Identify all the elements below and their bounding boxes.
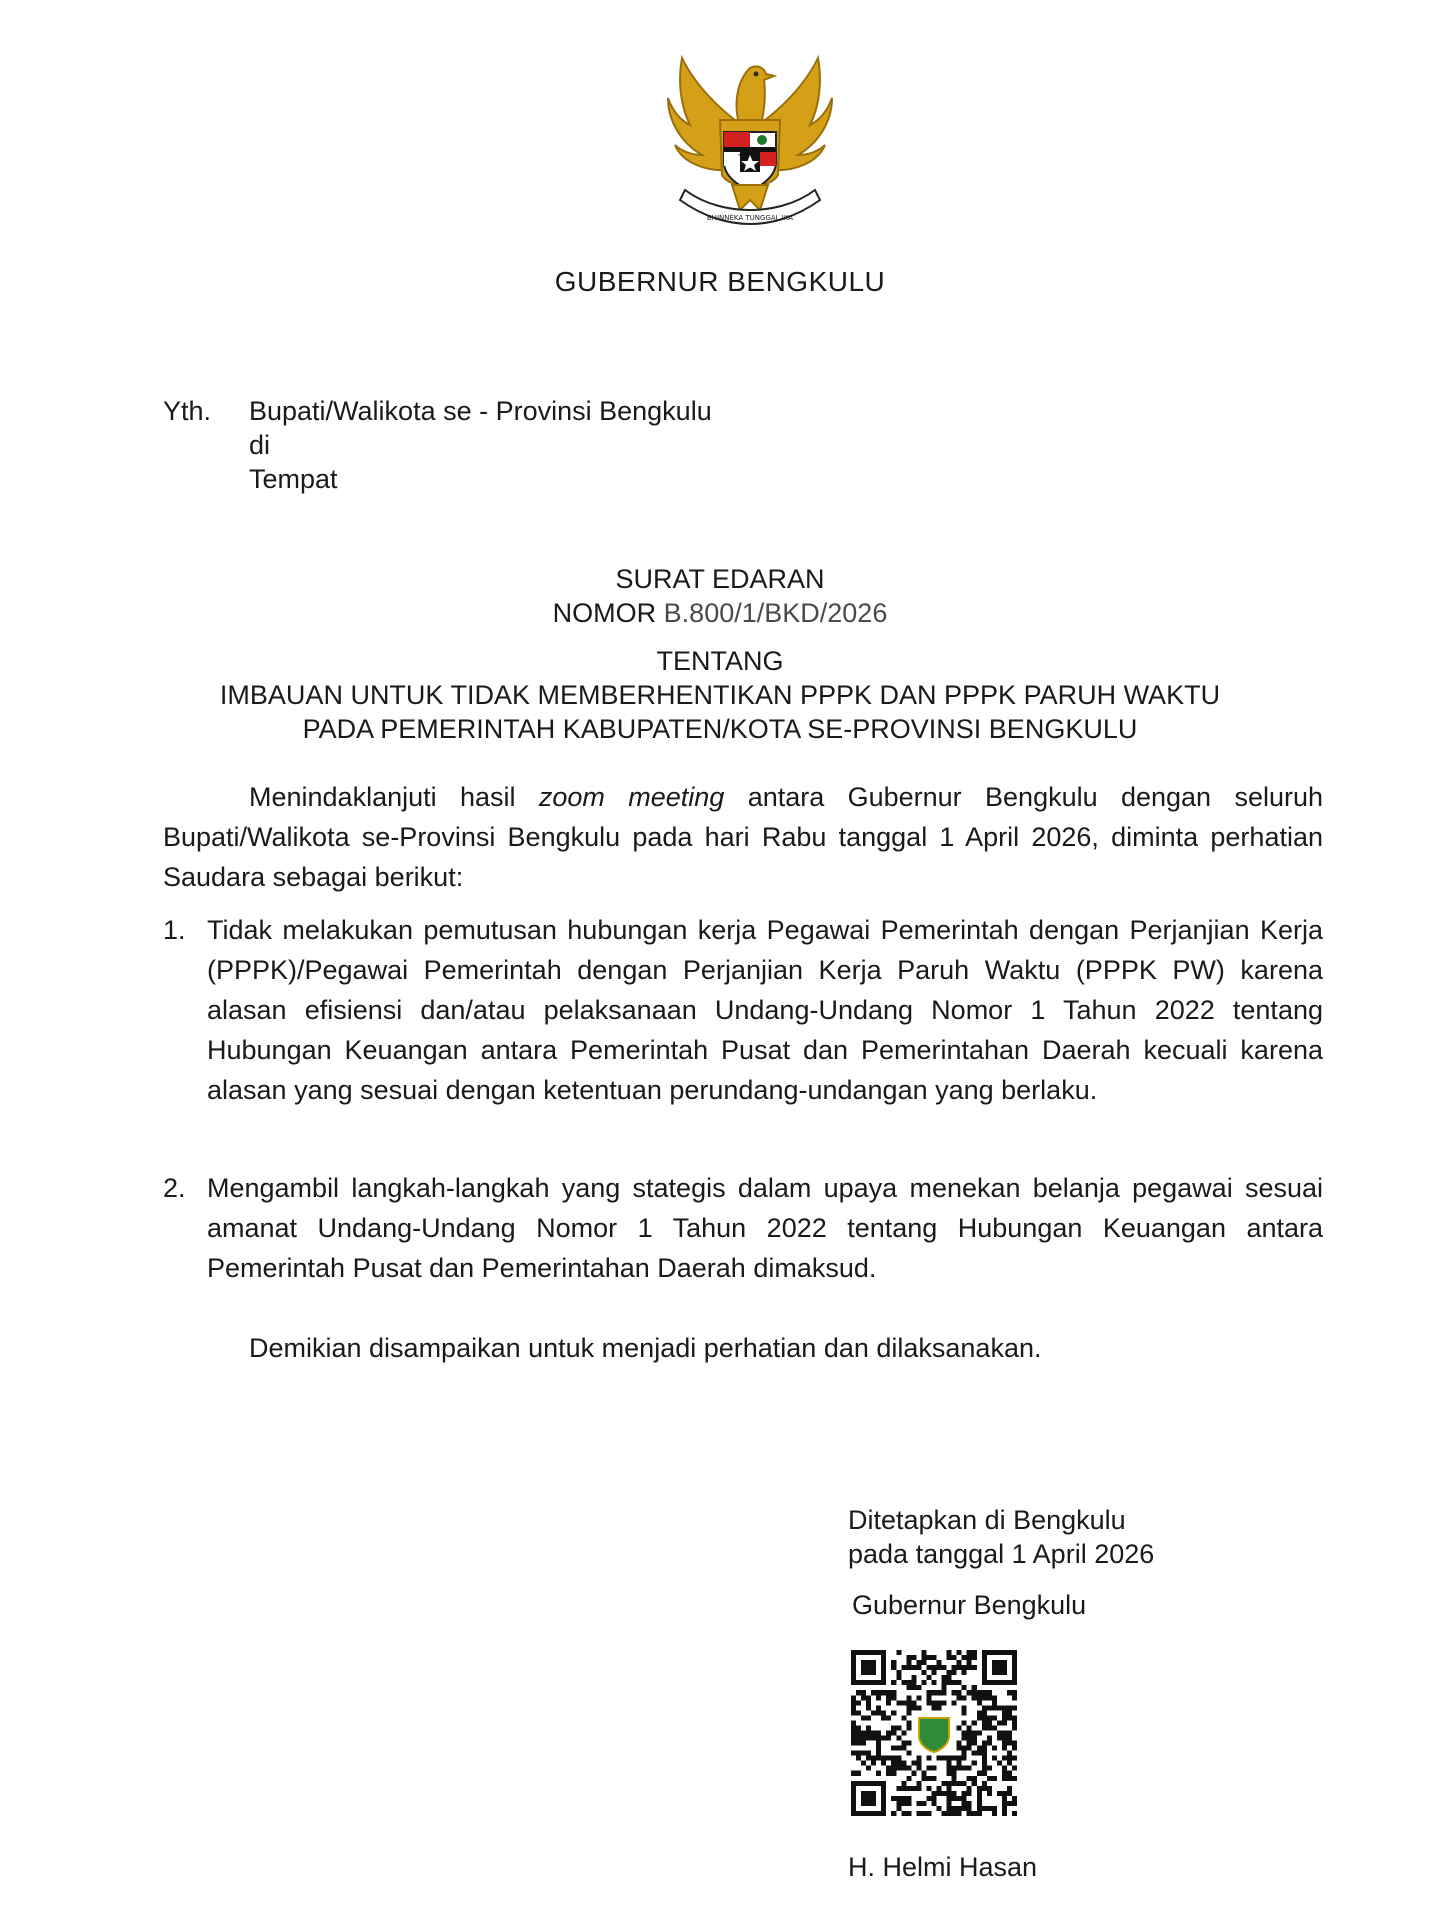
garuda-emblem-icon xyxy=(650,50,850,235)
closing-paragraph: Demikian disampaikan untuk menjadi perhatian dan dilaksanakan. xyxy=(249,1333,1042,1363)
letter-number xyxy=(0,596,1440,630)
list-item-number: 1. xyxy=(163,915,186,945)
subject-about: TENTANG xyxy=(656,646,784,676)
letter-heading xyxy=(0,562,1440,630)
intro-before: Menindaklanjuti hasil xyxy=(249,782,539,812)
list-item-text: Mengambil langkah-langkah yang stategis dalam upaya menekan belanja pegawai sesuai amanat Undang-Undang Nomor 1 Tahun 2022 tentang Hubungan Keuangan antara Pemerintah Pusat dan Pemerintahan Daerah dimaksud. xyxy=(207,1173,1323,1283)
letter-type: SURAT EDARAN xyxy=(615,564,825,594)
list-item xyxy=(163,1168,1323,1288)
subject-line-1: IMBAUAN UNTUK TIDAK MEMBERHENTIKAN PPPK DAN PPPK PARUH WAKTU xyxy=(219,680,1221,710)
qr-code-signature-icon xyxy=(851,1650,1017,1816)
salutation: Yth. xyxy=(163,396,212,426)
intro-italic: zoom meeting xyxy=(538,782,725,812)
list-item xyxy=(163,910,1323,1110)
signature-date: pada tanggal 1 April 2026 xyxy=(848,1539,1155,1569)
recipient-line-3: Tempat xyxy=(249,464,338,494)
signatory-name: H. Helmi Hasan xyxy=(848,1852,1038,1882)
letter-number-value: B.800/1/BKD/2026 xyxy=(663,598,888,628)
signature-role: Gubernur Bengkulu xyxy=(852,1590,1087,1620)
list-item-text: Tidak melakukan pemutusan hubungan kerja Pegawai Pemerintah dengan Perjanjian Kerja (PPPK)/Pegawai Pemerintah dengan Perjanjian Kerja Paruh Waktu (PPPK PW) karena alasan efisiensi dan/atau pelaksanaan Undang-Undang Nomor 1 Tahun 2022 tentang Hubungan Keuangan antara Pemerintah Pusat dan Pemerintahan Daerah kecuali karena alasan yang sesuai dengan ketentuan perundang-undangan yang berlaku. xyxy=(207,915,1323,1105)
intro-after: antara Gubernur Bengkulu dengan seluruh Bupati/Walikota se-Provinsi Bengkulu pada hari Rabu tanggal 1 April 2026, diminta perhatian Saudara sebagai berikut: xyxy=(163,782,1323,892)
subject-line-2: PADA PEMERINTAH KABUPATEN/KOTA SE-PROVINSI BENGKULU xyxy=(302,714,1138,744)
intro-paragraph xyxy=(163,777,1323,897)
recipient-name: Bupati/Walikota se - Provinsi Bengkulu xyxy=(249,396,712,426)
office-title: GUBERNUR BENGKULU xyxy=(554,266,886,297)
recipient-line-2: di xyxy=(249,430,271,460)
list-item-number: 2. xyxy=(163,1173,186,1203)
emblem-motto: BHINNEKA TUNGGAL IKA xyxy=(706,214,794,222)
letter-subject xyxy=(0,644,1440,746)
signature-place: Ditetapkan di Bengkulu xyxy=(848,1505,1126,1535)
letter-number-label: NOMOR xyxy=(552,598,657,628)
